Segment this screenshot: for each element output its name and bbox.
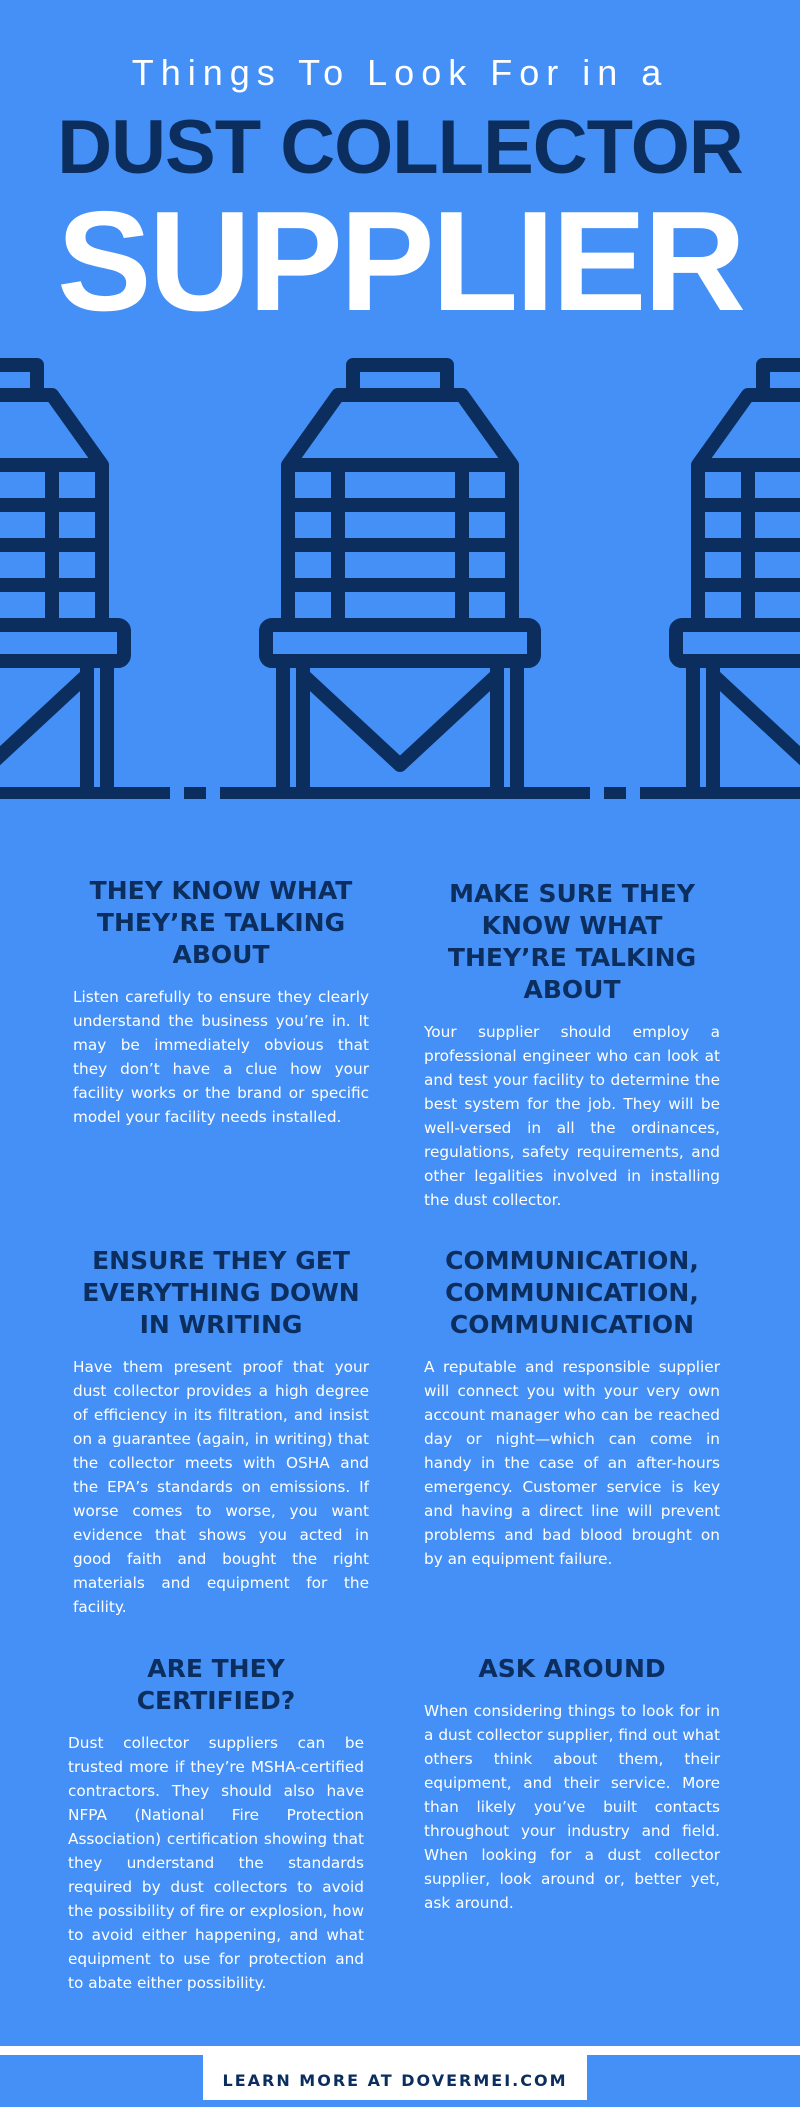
section-body: A reputable and responsible supplier will connect you with your very own account manager who can be reached day or night—which can come in handy in the case of an after-hours emergency. Customer service is key and having a direct line will prevent problems and bad blood brought on by an equipment failure. bbox=[424, 1358, 720, 1568]
section-title: ASK AROUND bbox=[478, 1654, 666, 1683]
footer-divider bbox=[0, 2046, 800, 2055]
title-line-3: SUPPLIER bbox=[56, 182, 744, 341]
section-ask-around bbox=[424, 1653, 720, 1915]
section-body: Have them present proof that your dust collector provides a high degree of efficiency in its filtration, and insist on a guarantee (again, in writing) that the collector meets with OSHA and the EPA’s standards on emissions. If worse comes to worse, you want evidence that shows you acted in good faith and bought the right materials and equipment for the facility. bbox=[73, 1358, 369, 1616]
section-title: COMMUNICATION, COMMUNICATION, COMMUNICATION bbox=[445, 1246, 699, 1339]
section-title: MAKE SURE THEY KNOW WHAT THEY’RE TALKING ABOUT bbox=[447, 879, 697, 1004]
title-line-2: DUST COLLECTOR bbox=[57, 105, 743, 190]
section-certified bbox=[68, 1653, 364, 1995]
section-know-business bbox=[73, 875, 369, 1129]
section-communication bbox=[424, 1245, 720, 1571]
section-in-writing bbox=[73, 1245, 369, 1619]
section-body: Your supplier should employ a professional engineer who can look at and test your facility to determine the best system for the job. They will be well-versed in all the ordinances, regulations, safety requirements, and other legalities involved in installing the dust collector. bbox=[424, 1023, 720, 1209]
section-body: When considering things to look for in a dust collector supplier, find out what others think about them, their equipment, and their service. More than likely you’ve built contacts throughout your industry and field. When looking for a dust collector supplier, look around or, better yet, ask around. bbox=[424, 1702, 720, 1912]
section-professional-engineer bbox=[424, 878, 720, 1212]
footer-cta-link[interactable]: LEARN MORE AT DOVERMEI.COM bbox=[203, 2055, 587, 2100]
dust-collector-silo-icon bbox=[0, 355, 800, 805]
section-title: ARE THEY CERTIFIED? bbox=[136, 1654, 296, 1715]
section-body: Listen carefully to ensure they clearly understand the business you’re in. It may be immediately obvious that they don’t have a clue how your facility works or the brand or specific model your facility needs installed. bbox=[73, 988, 369, 1126]
section-body: Dust collector suppliers can be trusted more if they’re MSHA-certified contractors. They should also have NFPA (National Fire Protection Association) certification showing that they understand the standards required by dust collectors to avoid the possibility of fire or explosion, how to avoid either happening, and what equipment to use for protection and to abate either possibility. bbox=[68, 1734, 364, 1992]
section-title: ENSURE THEY GET EVERYTHING DOWN IN WRITING bbox=[82, 1246, 360, 1339]
title-line-1: Things To Look For in a bbox=[131, 52, 669, 93]
section-title: THEY KNOW WHAT THEY’RE TALKING ABOUT bbox=[89, 876, 353, 969]
